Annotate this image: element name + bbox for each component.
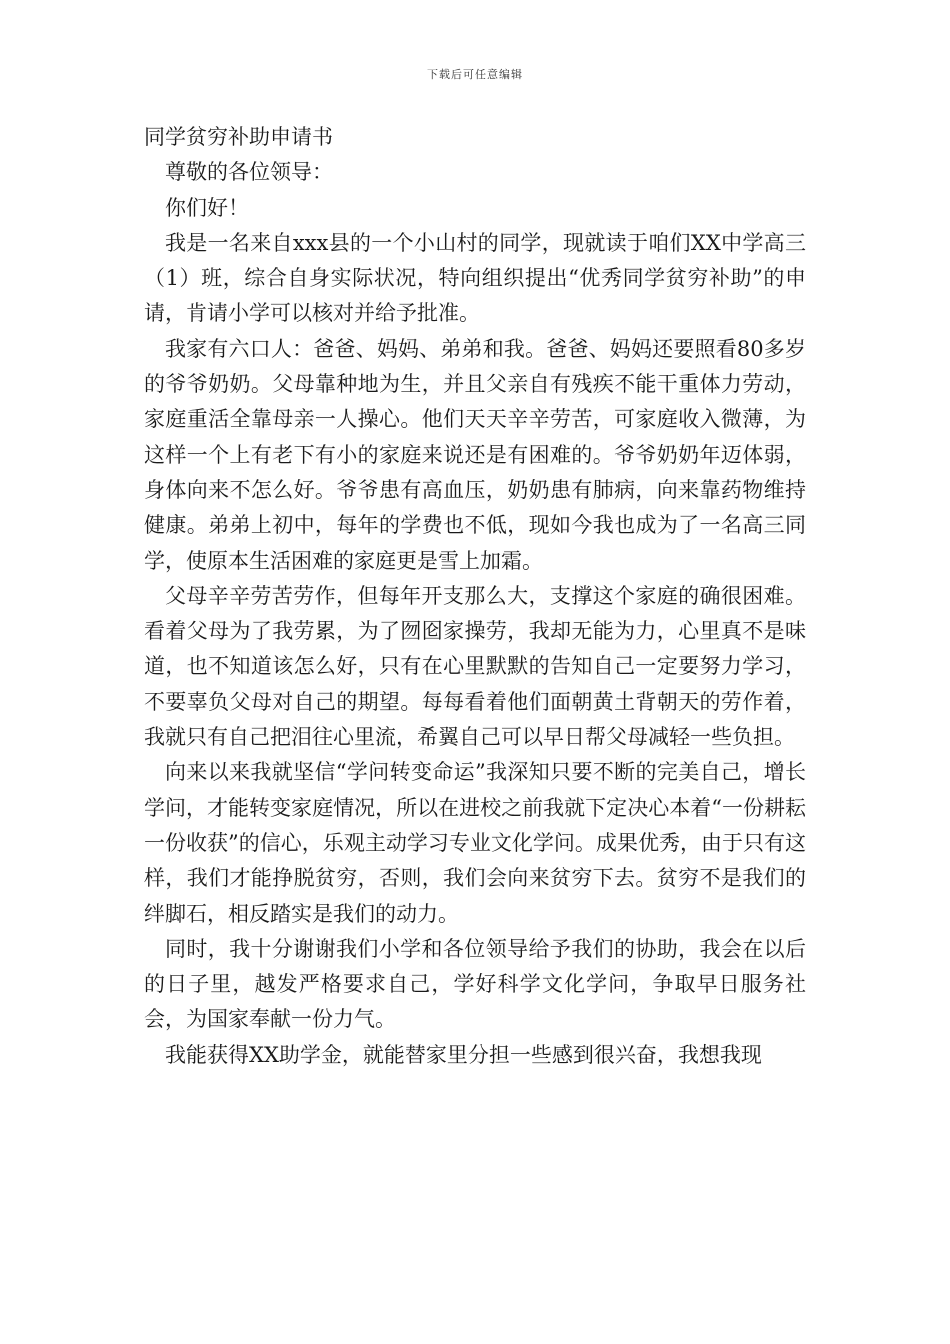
page-header-note: 下载后可任意编辑: [427, 68, 523, 81]
paragraph: 我是一名来自xxx县的一个小山村的同学，现就读于咱们XX中学高三（1）班，综合自身实际状况，特向组织提出“优秀同学贫穷补助”的申请，肯请小学可以核对并给予批准。: [144, 230, 806, 326]
greeting: 你们好！: [165, 195, 249, 220]
paragraph: 我家有六口人：爸爸、妈妈、弟弟和我。爸爸、妈妈还要照看80多岁的爷爷奶奶。父母靠种地为生，并且父亲自有残疾不能干重体力劳动，家庭重活全靠母亲一人操心。他们天天辛辛劳苦，可家庭收入微薄，为这样一个上有老下有小的家庭来说还是有困难的。爷爷奶奶年迈体弱，身体向来不怎么好。爷爷患有高血压，奶奶患有肺病，向来靠药物维持健康。弟弟上初中，每年的学费也不低，现如今我也成为了一名高三同学，使原本生活困难的家庭更是雪上加霜。: [144, 336, 806, 573]
paragraph: 我能获得XX助学金，就能替家里分担一些感到很兴奋，我想我现: [165, 1042, 762, 1067]
document-title: 同学贫穷补助申请书: [144, 125, 333, 149]
paragraph: 向来以来我就坚信“学问转变命运”我深知只要不断的完美自己，增长学问，才能转变家庭情况，所以在进校之前我就下定决心本着“一份耕耘一份收获”的信心，乐观主动学习专业文化学问。成果优秀，由于只有这样，我们才能挣脱贫穷，否则，我们会向来贫穷下去。贫穷不是我们的绊脚石，相反踏实是我们的动力。: [144, 760, 806, 926]
salutation: 尊敬的各位领导：: [165, 160, 333, 185]
document-body: [144, 120, 806, 1073]
paragraph: 同时，我十分谢谢我们小学和各位领导给予我们的协助，我会在以后的日子里，越发严格要求自己，学好科学文化学问，争取早日服务社会，为国家奉献一份力气。: [144, 936, 806, 1032]
paragraph: 父母辛辛劳苦劳作，但每年开支那么大，支撑这个家庭的确很困难。看着父母为了我劳累，为了囫囵家操劳，我却无能为力，心里真不是味道，也不知道该怎么好，只有在心里默默的告知自己一定要努力学习，不要辜负父母对自己的期望。每每看着他们面朝黄土背朝天的劳作着，我就只有自己把泪往心里流，希翼自己可以早日帮父母减轻一些负担。: [144, 583, 806, 750]
